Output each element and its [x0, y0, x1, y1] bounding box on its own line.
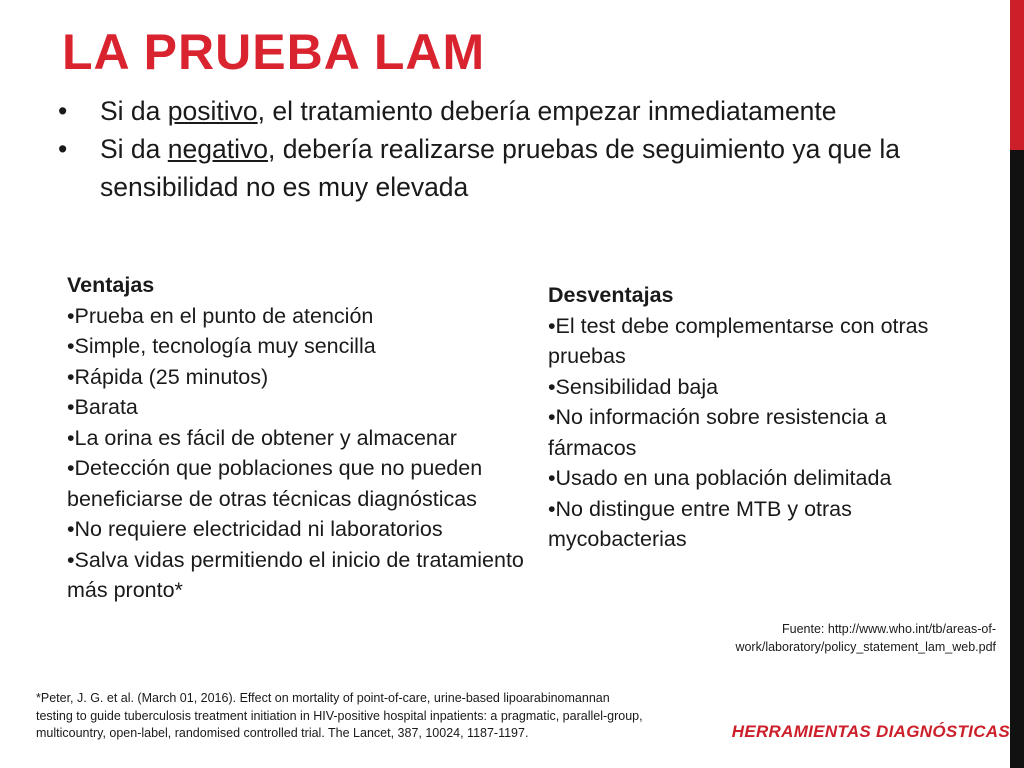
desventajas-item: •El test debe complementarse con otras pruebas: [548, 313, 929, 368]
right-accent-bar: [1010, 0, 1024, 768]
bullet-text-pre: Si da: [100, 134, 168, 164]
bullet-text-post: , el tratamiento debería empezar inmediatamente: [257, 96, 837, 126]
reference-footnote: *Peter, J. G. et al. (March 01, 2016). Effect on mortality of point-of-care, urine-based lipoarabinomannan testing to guide tuberculosis treatment initiation in HIV-positive hospital inpatients: a pragmatic, parallel-group, multicountry, open-label, randomised controlled trial. The Lancet, 387, 10024, 1187-1197.: [36, 691, 643, 740]
ventajas-item: •La orina es fácil de obtener y almacenar: [67, 425, 457, 450]
slide-title: LA PRUEBA LAM: [62, 24, 486, 80]
bullet-positivo: [56, 92, 926, 130]
footer-section-label: HERRAMIENTAS DIAGNÓSTICAS: [731, 722, 1010, 741]
desventajas-item: •Sensibilidad baja: [548, 374, 719, 399]
ventajas-item: •Detección que poblaciones que no pueden beneficiarse de otras técnicas diagnósticas: [67, 456, 483, 511]
ventajas-item: •Rápida (25 minutos): [67, 364, 269, 389]
ventajas-item: •No requiere electricidad ni laboratorios: [67, 517, 443, 541]
desventajas-item: •No distingue entre MTB y otras mycobacterias: [548, 496, 852, 551]
bullet-text-pre: Si da: [100, 96, 168, 126]
ventajas-item: •Salva vidas permitiendo el inicio de tratamiento más pronto*: [67, 547, 524, 602]
desventajas-column: [548, 280, 968, 555]
source-citation: Fuente: http://www.who.int/tb/areas-of-work/laboratory/policy_statement_lam_web.pdf: [735, 622, 996, 654]
bullet-marker: •: [58, 134, 68, 164]
desventajas-heading: Desventajas: [548, 283, 674, 307]
bullet-negativo: [56, 130, 926, 206]
main-bullet-list: [56, 92, 926, 206]
right-bar-red-segment: [1010, 0, 1024, 150]
ventajas-item: •Simple, tecnología muy sencilla: [67, 334, 376, 358]
right-bar-dark-segment: [1010, 150, 1024, 768]
bullet-marker: •: [58, 96, 68, 126]
bullet-underlined-word: negativo: [167, 134, 268, 164]
ventajas-item: •Barata: [67, 395, 138, 419]
ventajas-item: •Prueba en el punto de atención: [67, 303, 374, 328]
bullet-text-post: , debería realizarse pruebas de seguimiento ya que la sensibilidad no es muy elevada: [100, 134, 900, 202]
bullet-underlined-word: positivo: [167, 96, 258, 126]
desventajas-item: •No información sobre resistencia a fármacos: [548, 405, 887, 460]
ventajas-column: [67, 270, 527, 606]
ventajas-heading: Ventajas: [67, 273, 155, 297]
desventajas-item: •Usado en una población delimitada: [548, 466, 892, 490]
